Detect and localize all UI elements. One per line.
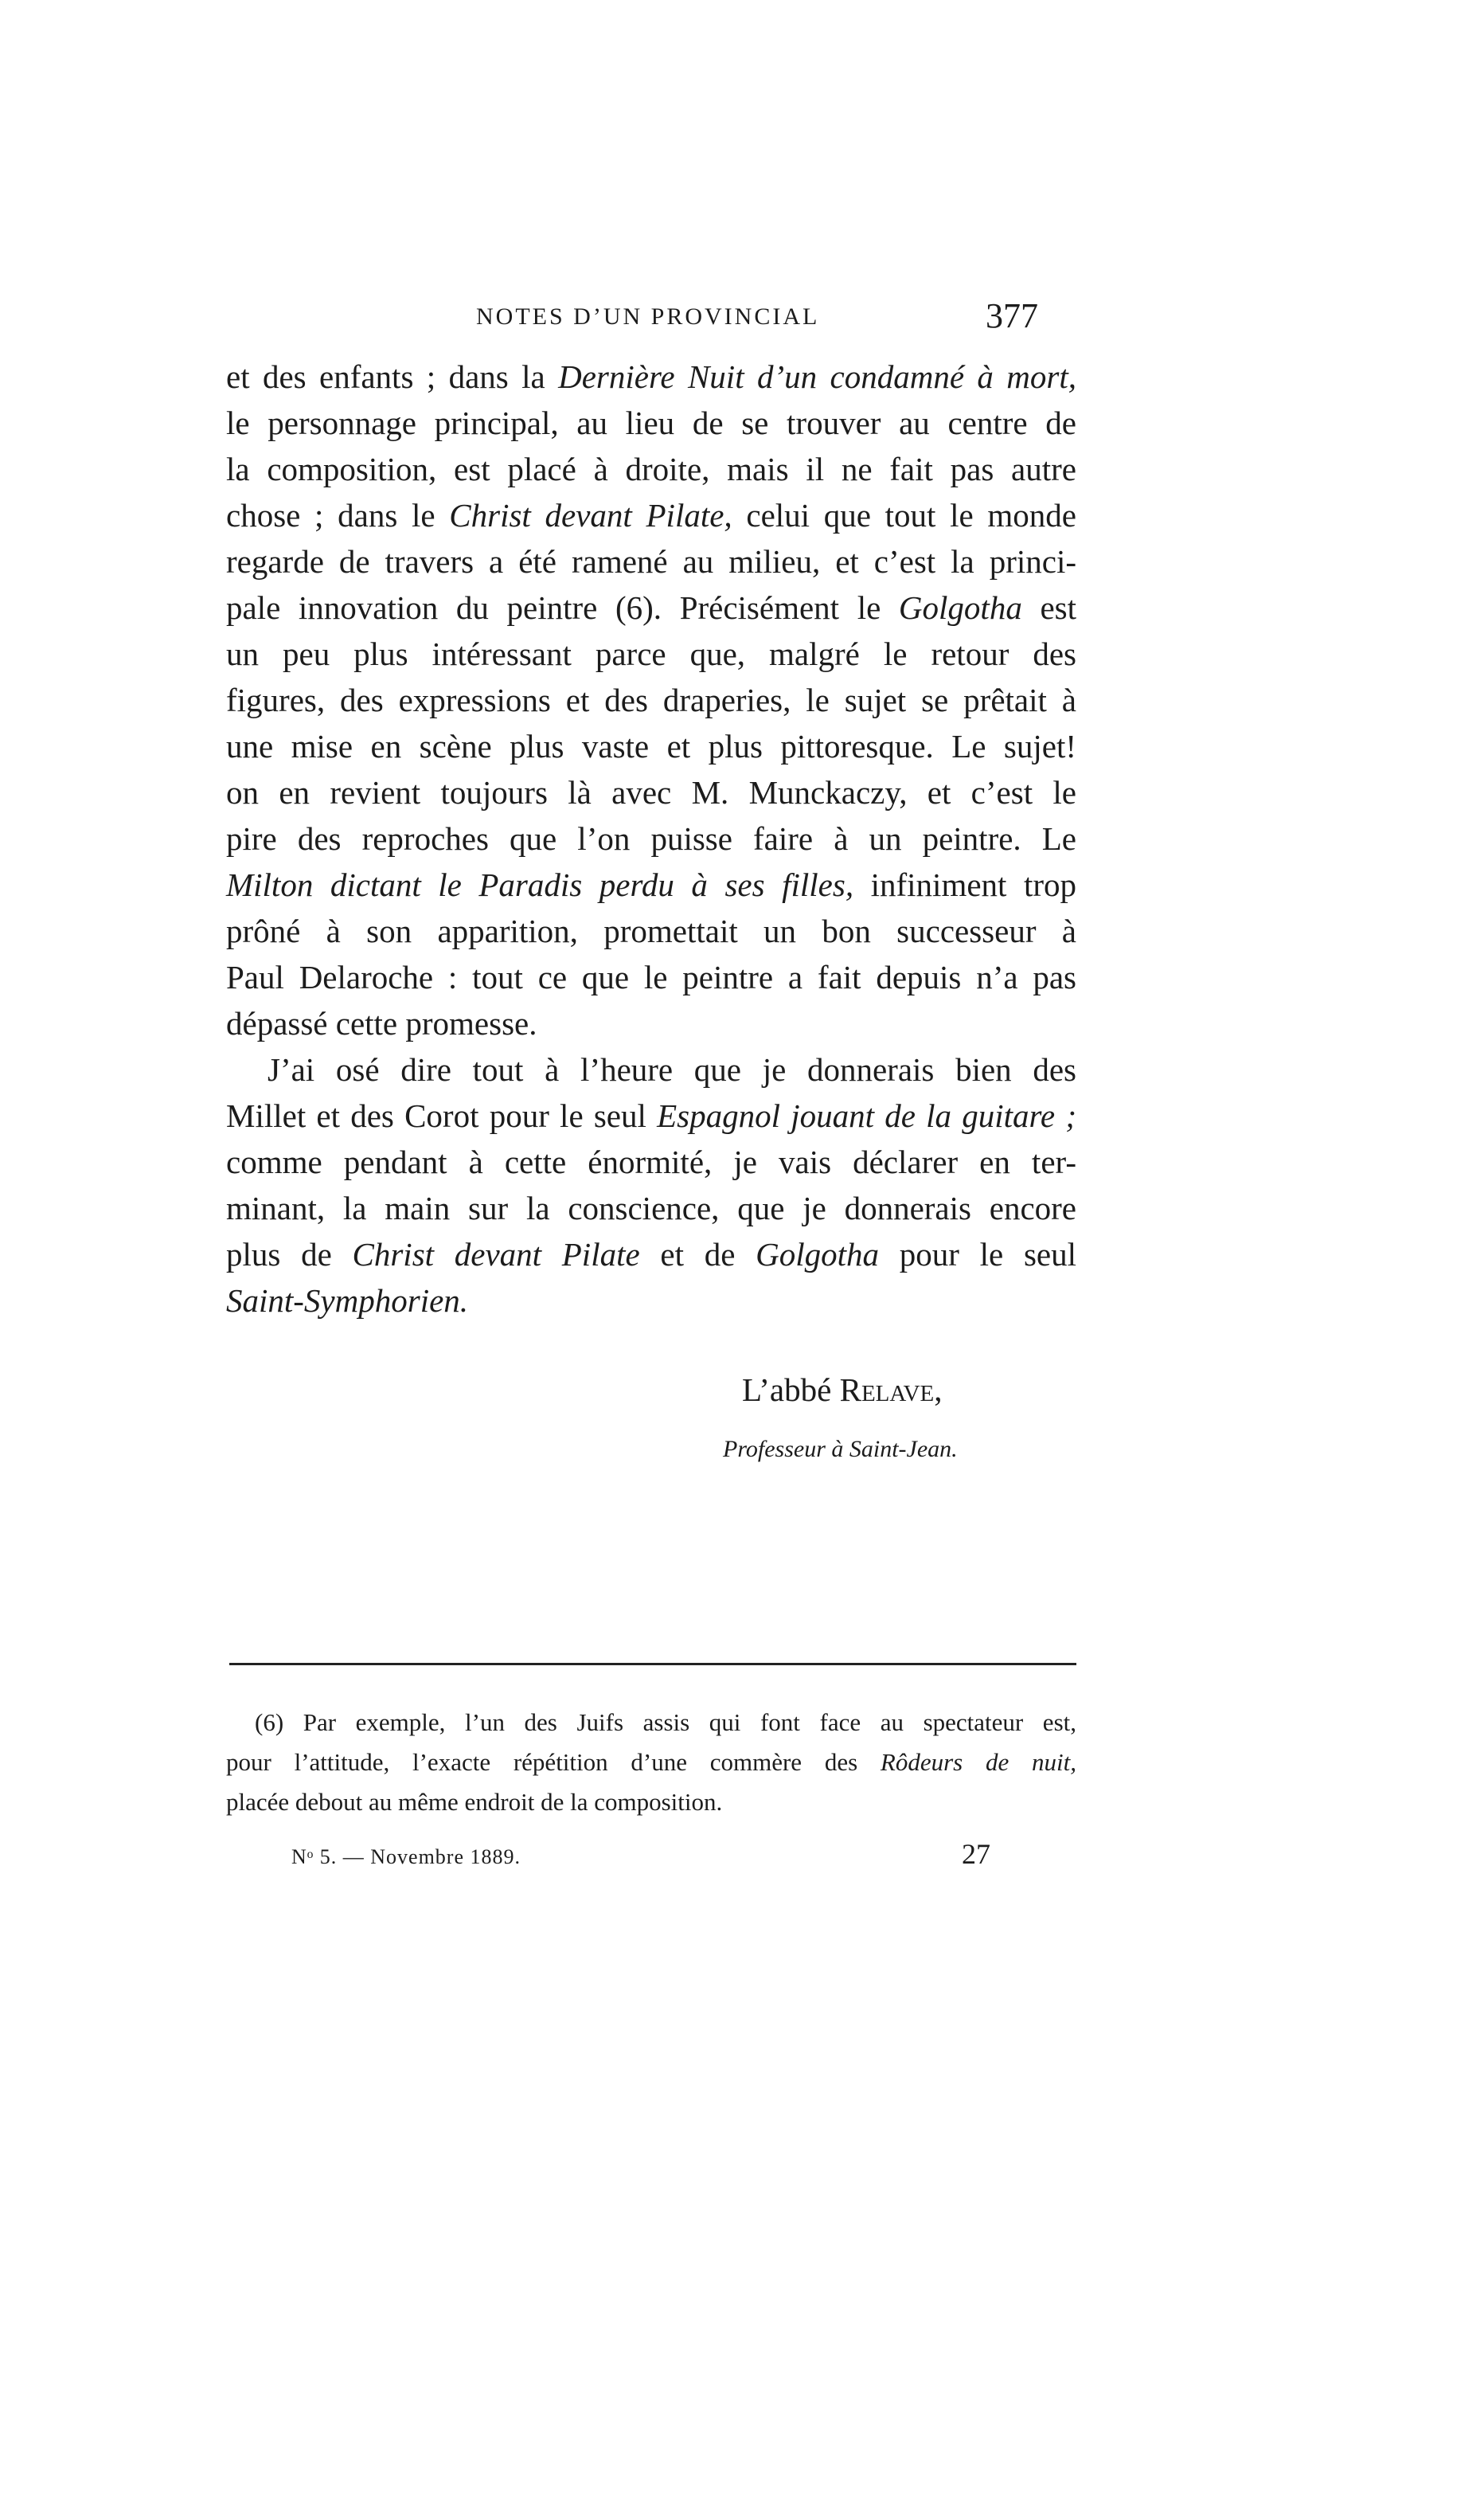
text-run: est: [1021, 589, 1077, 626]
text-run: prôné à son apparition, promettait un bon successeur à: [226, 913, 1076, 949]
text-line: [226, 1139, 1076, 1185]
italic-text: Dernière Nuit d’un condamné à mort,: [558, 358, 1076, 395]
text-run: (6) Par exemple, l’un des Juifs assis qui font face au spectateur est,: [255, 1708, 1076, 1736]
text-line: [226, 631, 1076, 677]
text-run: comme pendant à cette énormité, je vais déclarer en ter-: [226, 1144, 1076, 1180]
text-line: [226, 1093, 1076, 1139]
text-line: [226, 585, 1076, 631]
italic-text: Saint-Symphorien.: [226, 1282, 469, 1319]
footnote-line: [226, 1782, 1076, 1822]
footnote-line: [226, 1703, 1076, 1742]
text-run: infiniment trop: [853, 866, 1076, 903]
text-line: [226, 677, 1076, 723]
text-run: le personnage principal, au lieu de se trouver au centre de: [226, 405, 1076, 441]
text-run: une mise en scène plus vaste et plus pittoresque. Le sujet!: [226, 728, 1076, 765]
text-run: un peu plus intéressant parce que, malgré le retour des: [226, 636, 1076, 672]
text-line: [226, 1231, 1076, 1277]
body-text: [226, 354, 1076, 1324]
footnote-line: [226, 1742, 1076, 1782]
text-line: [226, 1000, 1076, 1046]
text-line: [226, 492, 1076, 538]
text-line: [226, 954, 1076, 1000]
text-run: chose ; dans le: [226, 497, 450, 534]
text-line: [226, 815, 1076, 862]
text-run: J’ai osé dire tout à l’heure que je donnerais bien des: [268, 1051, 1076, 1088]
text-run: celui que tout le monde: [732, 497, 1076, 534]
italic-text: Espagnol jouant de la guitare ;: [657, 1097, 1076, 1134]
text-run: pale innovation du peintre (6). Précisément le: [226, 589, 899, 626]
text-run: dépassé cette promesse.: [226, 1005, 537, 1042]
text-line: [226, 354, 1076, 400]
signature-mark: 27: [962, 1838, 990, 1870]
text-run: et des enfants ; dans la: [226, 358, 559, 395]
text-run: Paul Delaroche : tout ce que le peintre a fait depuis n’a pas: [226, 959, 1076, 995]
italic-text: Rôdeurs de nuit,: [880, 1748, 1077, 1776]
italic-text: Christ devant Pilate,: [449, 497, 732, 534]
text-line: [226, 1185, 1076, 1231]
text-run: la composition, est placé à droite, mais il ne fait pas autre: [226, 451, 1076, 487]
issue-line: Nᵒ 5. — Novembre 1889.: [291, 1845, 521, 1868]
text-line: [226, 723, 1076, 769]
text-line: [226, 400, 1076, 446]
text-line: [226, 769, 1076, 815]
text-run: plus de: [226, 1236, 353, 1273]
running-title: NOTES D’UN PROVINCIAL: [476, 303, 820, 330]
text-line: [226, 446, 1076, 492]
text-run: regarde de travers a été ramené au milieu, et c’est la princi-: [226, 543, 1076, 580]
italic-text: Christ devant Pilate: [352, 1236, 640, 1273]
italic-text: Golgotha: [756, 1236, 880, 1273]
author-title: Professeur à Saint-Jean.: [723, 1436, 958, 1462]
text-run: placée debout au même endroit de la composition.: [226, 1788, 723, 1816]
text-line: [226, 1046, 1076, 1093]
text-line: [226, 908, 1076, 954]
footnote: [226, 1703, 1076, 1822]
text-line: [226, 862, 1076, 908]
text-line: [226, 538, 1076, 585]
text-run: pour l’attitude, l’exacte répétition d’une commère des: [226, 1748, 881, 1776]
text-run: pour le seul: [879, 1236, 1076, 1273]
author-prefix: L’abbé: [742, 1371, 840, 1408]
text-run: et de: [639, 1236, 756, 1273]
text-run: minant, la main sur la conscience, que je donnerais encore: [226, 1190, 1076, 1226]
footnote-rule: [229, 1663, 1076, 1665]
italic-text: Milton dictant le Paradis perdu à ses filles,: [226, 866, 854, 903]
text-run: on en revient toujours là avec M. Munckaczy, et c’est le: [226, 774, 1076, 811]
italic-text: Golgotha: [898, 589, 1022, 626]
text-line: [226, 1277, 1076, 1324]
text-run: figures, des expressions et des draperies, le sujet se prêtait à: [226, 682, 1076, 718]
text-run: pire des reproches que l’on puisse faire à un peintre. Le: [226, 820, 1076, 857]
author-signature: [742, 1367, 942, 1413]
author-name: Relave,: [839, 1371, 943, 1408]
page-number: 377: [986, 296, 1038, 335]
text-run: Millet et des Corot pour le seul: [226, 1097, 658, 1134]
